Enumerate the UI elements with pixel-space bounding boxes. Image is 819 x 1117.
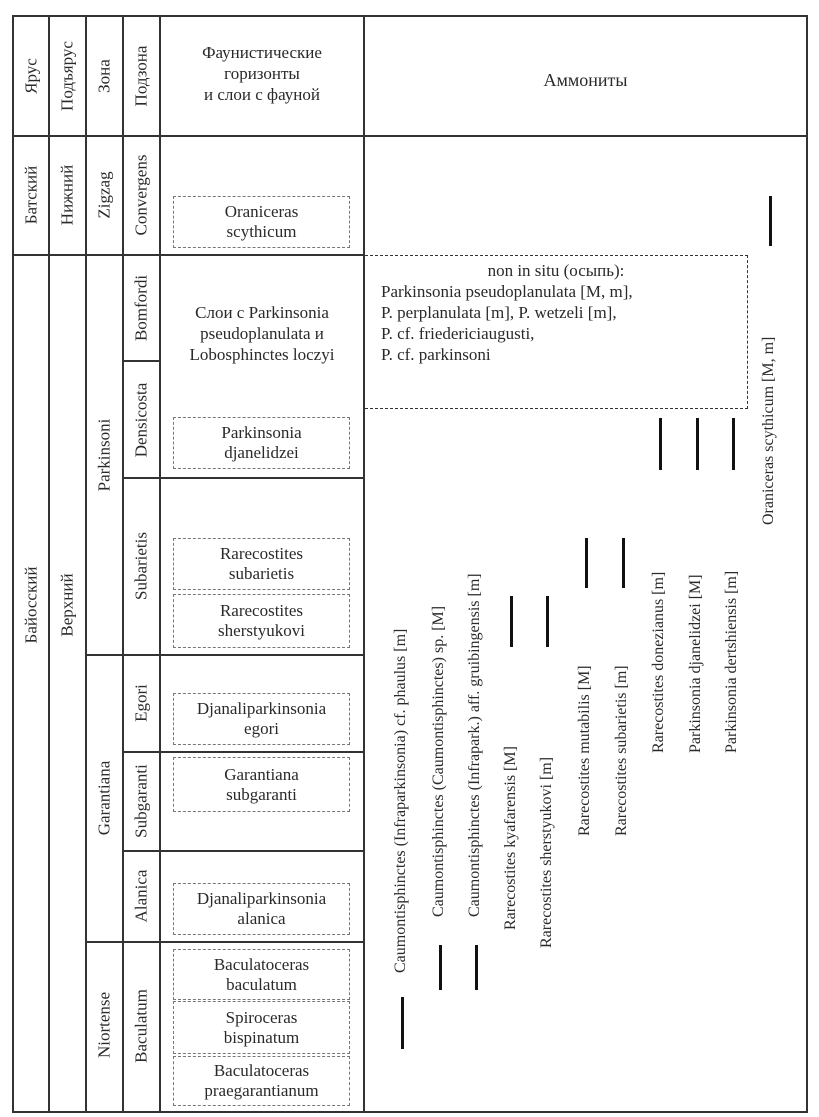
ammonite-label: Rarecostites mutabilis [M] (576, 665, 593, 836)
horizon-genus: Parkinsonia (221, 423, 302, 442)
beds-line: Lobosphinctes loczyi (189, 345, 335, 364)
table-border-right (806, 15, 808, 1113)
zone-niortense: Niortense (94, 991, 114, 1059)
horizon-box (173, 693, 350, 745)
horizon-species: djanelidzei (224, 443, 299, 462)
zone-garantiana: Garantiana (94, 760, 114, 836)
horizon-genus: Baculatoceras (213, 1061, 310, 1080)
horizon-genus: Djanaliparkinsonia (196, 699, 327, 718)
horizon-species: praegarantianum (204, 1081, 319, 1100)
ammonite-label: Caumontisphinctes (Infrapark.) aff. gruibingensis [m] (466, 573, 483, 917)
zone-divider (86, 654, 365, 656)
col-divider (85, 15, 87, 1113)
horizon-species: subarietis (228, 564, 295, 583)
header-zone: Зона (94, 59, 114, 93)
header-horizons (161, 42, 363, 105)
horizon-box (173, 757, 350, 812)
range-bar (769, 196, 772, 246)
horizon-genus: Rarecostites (219, 601, 304, 620)
horizon-species: subgaranti (226, 784, 297, 804)
non-in-situ-box (365, 255, 748, 409)
ammonite-label: Oraniceras scythicum [M, m] (760, 336, 777, 525)
col-divider (159, 15, 161, 1113)
substage-lower: Нижний (57, 164, 77, 226)
subzone-divider (123, 751, 365, 753)
ammonite-label: Caumontisphinctes (Infraparkinsonia) cf. phaulus [m] (392, 628, 409, 973)
table-border-left (12, 15, 14, 1113)
subzone-divider (123, 850, 365, 852)
zone-parkinsoni: Parkinsoni (94, 418, 114, 492)
subzone-divider (123, 477, 365, 479)
range-bar (475, 945, 478, 990)
ammonite-label: Parkinsonia dertshiensis [m] (723, 570, 740, 753)
header-stage: Ярус (21, 58, 41, 94)
horizon-genus: Djanaliparkinsonia (196, 889, 327, 908)
horizon-genus: Oraniceras (224, 202, 299, 221)
header-substage: Подъярус (57, 41, 77, 111)
ammonite-label: Rarecostites subarietis [m] (613, 665, 630, 836)
ammonite-label: Caumontisphinctes (Caumontisphinctes) sp. [M] (430, 605, 447, 917)
subzone-subgaranti: Subgaranti (131, 764, 151, 838)
header-ammonites: Аммониты (543, 70, 628, 90)
horizon-species: baculatum (226, 974, 297, 994)
non-in-situ-title: non in situ (осыпь): (487, 261, 625, 280)
horizon-species: scythicum (226, 222, 297, 241)
header-horizons-line: горизонты (224, 64, 300, 83)
horizon-box (173, 196, 350, 248)
range-bar (732, 418, 735, 470)
range-bar (585, 538, 588, 588)
horizon-genus: Spiroceras (225, 1007, 298, 1027)
horizon-species: egori (244, 719, 279, 738)
col-divider (48, 15, 50, 1113)
horizon-species: alanica (237, 909, 286, 928)
subzone-egori: Egori (131, 684, 151, 722)
horizon-box (173, 949, 350, 1000)
header-horizons-line: Фаунистические (202, 43, 322, 62)
horizon-genus: Rarecostites (219, 544, 304, 563)
col-divider (122, 15, 124, 1113)
range-bar (696, 418, 699, 470)
horizon-species: sherstyukovi (218, 621, 305, 640)
range-bar (439, 945, 442, 990)
non-in-situ-line: P. cf. friedericiaugusti, (381, 324, 535, 343)
subzone-divider (123, 360, 161, 362)
col-divider (363, 15, 365, 1113)
range-bar (401, 997, 404, 1049)
horizon-box (173, 1001, 350, 1054)
beds-line: pseudoplanulata и (200, 324, 324, 343)
substage-upper: Верхний (57, 573, 77, 637)
beds-label (161, 302, 363, 365)
non-in-situ-line: Parkinsonia pseudoplanulata [M, m], (381, 282, 633, 301)
horizon-box (173, 594, 350, 648)
horizon-species: bispinatum (223, 1027, 300, 1047)
zone-zigzag: Zigzag (94, 171, 114, 219)
header-horizons-line: и слои с фауной (204, 85, 320, 104)
zone-divider (86, 941, 365, 943)
header-divider (13, 135, 808, 137)
header-subzone: Подзона (131, 45, 151, 107)
horizon-genus: Garantiana (224, 764, 299, 784)
stage-divider (13, 254, 365, 256)
subzone-baculatum: Baculatum (131, 989, 151, 1063)
range-bar (622, 538, 625, 588)
subzone-bomfordi: Bomfordi (131, 274, 151, 342)
horizon-genus: Baculatoceras (213, 954, 310, 974)
beds-line: Слои с Parkinsonia (195, 303, 329, 322)
table-border-top (13, 15, 808, 17)
subzone-subarietis: Subarietis (131, 532, 151, 600)
ammonite-label: Rarecostites sherstyukovi [m] (538, 756, 555, 948)
subzone-alanica: Alanica (131, 869, 151, 923)
horizon-box (173, 417, 350, 469)
horizon-box (173, 1056, 350, 1106)
ammonite-label: Rarecostites donezianus [m] (650, 571, 667, 753)
horizon-box (173, 883, 350, 935)
non-in-situ-line: P. cf. parkinsoni (381, 345, 491, 364)
non-in-situ-line: P. perplanulata [m], P. wetzeli [m], (381, 303, 617, 322)
table-border-bottom (13, 1111, 808, 1113)
stage-bajocian: Байосский (21, 566, 41, 644)
subzone-densicosta: Densicosta (131, 382, 151, 458)
ammonite-label: Parkinsonia djanelidzei [M] (687, 574, 704, 753)
stage-bathonian: Батский (21, 165, 41, 225)
horizon-box (173, 538, 350, 590)
range-bar (510, 596, 513, 647)
subzone-convergens: Convergens (131, 154, 151, 236)
range-bar (659, 418, 662, 470)
ammonite-label: Rarecostites kyafarensis [M] (502, 746, 519, 930)
range-bar (546, 596, 549, 647)
